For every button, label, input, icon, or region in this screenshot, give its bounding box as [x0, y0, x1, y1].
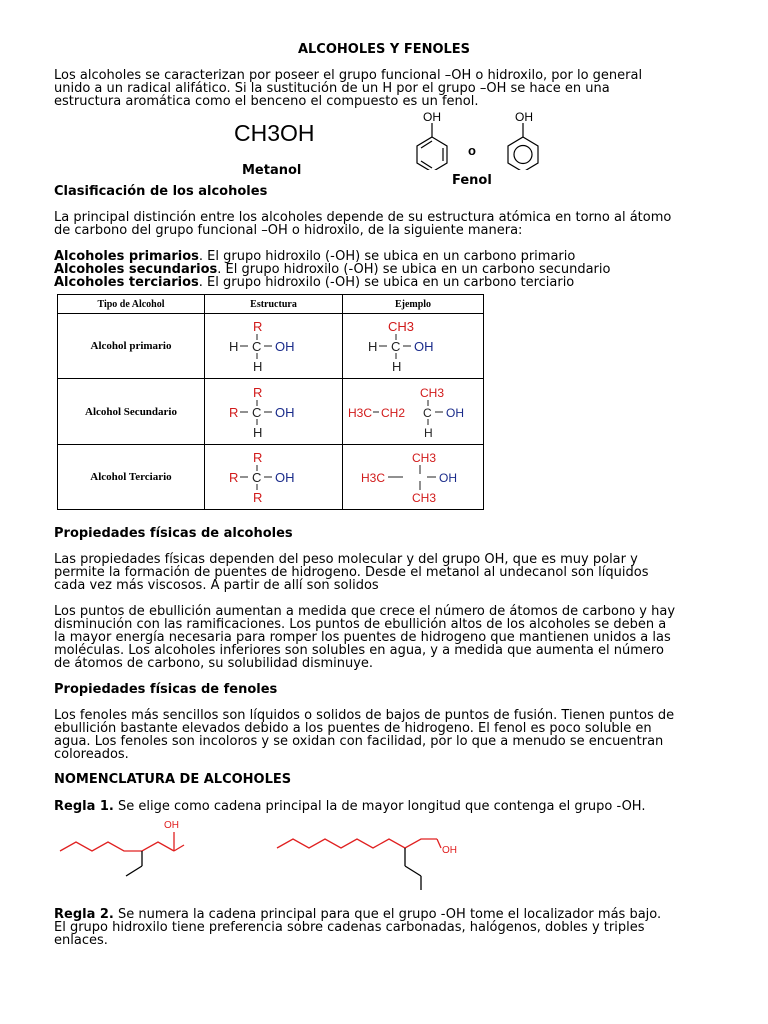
phenol-label: Fenol: [452, 173, 492, 188]
header-tipo: Tipo de Alcohol: [58, 295, 205, 314]
classification-line-1: La principal distinción entre los alcoholes depende de su estructura atómica en torno al átomo: [54, 210, 672, 225]
svg-text:OH: OH: [274, 469, 294, 485]
alcohol-classification-table: [57, 294, 484, 510]
tertiary-structure: [205, 444, 343, 509]
header-estructura: Estructura: [205, 295, 343, 314]
svg-text:H: H: [252, 424, 262, 440]
svg-text:C: C: [251, 339, 261, 355]
methanol-formula-text: CH3OH: [234, 120, 315, 146]
skeletal-structure-1: [58, 814, 198, 880]
rule-2-line-3: enlaces.: [54, 933, 108, 948]
svg-text:OH: OH: [274, 404, 294, 420]
phenol-props-line-3: agua. Los fenoles son incoloros y se oxidan con facilidad, por lo que a menudo se encuentran: [54, 734, 664, 749]
alcohol-props-p2-line-3: la mayor energía necesaria para romper los puentes de hidrogeno que mantienen unidos a las: [54, 630, 671, 645]
phenol-kekule-oh: OH: [423, 110, 441, 124]
svg-text:C: C: [391, 339, 401, 355]
svg-text:OH: OH: [414, 339, 434, 355]
intro-line-1: Los alcoholes se caracterizan por poseer el grupo funcional –OH o hidroxilo, por lo general: [54, 68, 643, 83]
alcohol-props-p1-line-1: Las propiedades físicas dependen del peso molecular y del grupo OH, que es muy polar y: [54, 552, 638, 567]
row-type-tertiary: Alcohol Terciario: [58, 444, 205, 509]
methanol-label: Metanol: [242, 163, 302, 178]
tertiary-example: [343, 444, 484, 509]
secondary-alcohol-definition: Alcoholes secundarios. El grupo hidroxilo (-OH) se ubica en un carbono secundario: [54, 262, 611, 277]
table-row: [58, 379, 484, 444]
phenol-props-line-2: ebullición bastante elevados debido a los puentes de hidrogeno. El fenol es poco soluble en: [54, 721, 652, 736]
intro-line-2: unido a un radical alifático. Si la sustitución de un H por el grupo –OH se hace en una: [54, 81, 610, 96]
alcohol-props-heading: Propiedades físicas de alcoholes: [54, 526, 293, 541]
table-row: [58, 314, 484, 379]
svg-text:R: R: [252, 319, 262, 335]
classification-line-2: de carbono del grupo funcional –OH o hidroxilo, de la siguiente manera:: [54, 223, 523, 238]
svg-text:OH: OH: [446, 405, 464, 420]
svg-text:CH3: CH3: [388, 319, 415, 335]
rule-2: Regla 2. Se numera la cadena principal para que el grupo -OH tome el localizador más bajo.: [54, 907, 662, 922]
svg-text:C: C: [251, 469, 261, 485]
phenol-structures: [395, 108, 555, 170]
svg-text:R: R: [252, 449, 262, 465]
svg-text:H: H: [368, 339, 378, 355]
svg-text:OH: OH: [439, 470, 457, 485]
svg-text:C: C: [251, 404, 261, 420]
phenol-props-heading: Propiedades físicas de fenoles: [54, 682, 278, 697]
svg-text:R: R: [228, 404, 238, 420]
table-row: [58, 444, 484, 509]
rule-1: Regla 1. Se elige como cadena principal la de mayor longitud que contenga el grupo -OH.: [54, 799, 646, 814]
secondary-structure: [205, 379, 343, 444]
svg-text:CH3: CH3: [420, 385, 445, 400]
row-type-secondary: Alcohol Secundario: [58, 379, 205, 444]
svg-text:CH2: CH2: [381, 405, 406, 420]
skeletal-structure-2: [275, 830, 475, 894]
benzene-aromatic-ring: [508, 137, 538, 170]
alcohol-props-p2-line-2: disminución con las ramificaciones. Los puntos de ebullición altos de los alcoholes se deben a: [54, 617, 667, 632]
primary-example: [343, 314, 484, 379]
svg-text:CH3: CH3: [412, 490, 437, 505]
methanol-formula: [234, 118, 324, 148]
alcohol-props-p1-line-3: cada vez más viscosos. A partir de allí son solidos: [54, 578, 379, 593]
svg-text:OH: OH: [442, 845, 457, 856]
header-ejemplo: Ejemplo: [343, 295, 484, 314]
secondary-example: [343, 379, 484, 444]
svg-text:OH: OH: [164, 820, 179, 831]
svg-text:H: H: [392, 359, 402, 375]
svg-text:H: H: [228, 339, 238, 355]
alcohol-props-p2-line-4: moléculas. Los alcoholes inferiores son solubles en agua, y a medida que aumenta el número: [54, 643, 664, 658]
document-title: ALCOHOLES Y FENOLES: [297, 42, 471, 57]
classification-heading: Clasificación de los alcoholes: [54, 184, 268, 199]
rule-2-line-2: El grupo hidroxilo tiene preferencia sobre cadenas carbonadas, halógenos, dobles y triples: [54, 920, 645, 935]
svg-text:C: C: [423, 405, 432, 420]
svg-text:CH3OH: [234, 120, 315, 146]
phenol-aromatic-oh: OH: [515, 110, 533, 124]
svg-text:OH: OH: [274, 339, 294, 355]
svg-text:H: H: [252, 359, 262, 375]
row-type-primary: Alcohol primario: [58, 314, 205, 379]
svg-text:CH3: CH3: [412, 450, 437, 465]
phenol-props-line-4: coloreados.: [54, 747, 129, 762]
alcohol-props-p2-line-1: Los puntos de ebullición aumentan a medida que crece el número de átomos de carbono y hay: [54, 604, 676, 619]
nomenclature-heading: NOMENCLATURA DE ALCOHOLES: [54, 772, 292, 787]
tertiary-alcohol-definition: Alcoholes terciarios. El grupo hidroxilo (-OH) se ubica en un carbono terciario: [54, 275, 575, 290]
svg-text:R: R: [252, 489, 262, 505]
alcohol-props-p2-line-5: de átomos de carbono, su solubilidad disminuye.: [54, 656, 374, 671]
svg-text:H3C: H3C: [361, 470, 386, 485]
primary-alcohol-definition: Alcoholes primarios. El grupo hidroxilo (-OH) se ubica en un carbono primario: [54, 249, 576, 264]
svg-text:H3C: H3C: [348, 405, 373, 420]
svg-text:R: R: [228, 469, 238, 485]
intro-line-3: estructura aromática como el benceno el compuesto es un fenol.: [54, 94, 479, 109]
alcohol-props-p1-line-2: permite la formación de puentes de hidrogeno. Desde el metanol al undecanol son líquidos: [54, 565, 649, 580]
or-label: o: [468, 143, 476, 158]
svg-text:H: H: [424, 425, 433, 440]
phenol-props-line-1: Los fenoles más sencillos son líquidos o solidos de bajos de puntos de fusión. Tienen puntos de: [54, 708, 675, 723]
svg-text:R: R: [252, 384, 262, 400]
primary-structure: [205, 314, 343, 379]
